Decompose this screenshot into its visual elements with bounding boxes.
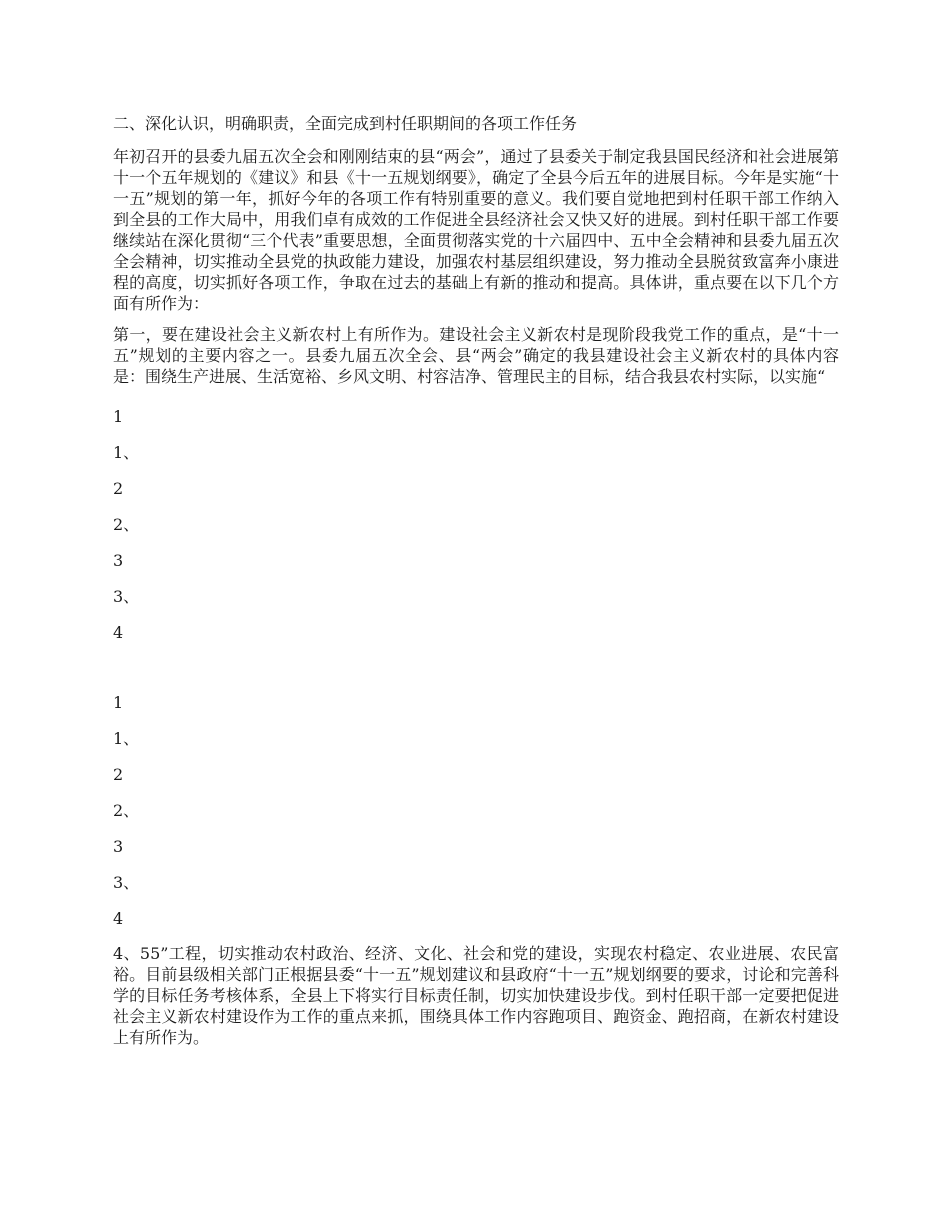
list-item: 3、 <box>113 587 140 606</box>
paragraph-intro: 年初召开的县委九届五次全会和刚刚结束的县“两会”，通过了县委关于制定我县国民经济和社会进展第十一个五年规划的《建议》和县《十一五规划纲要》，确定了全县今后五年的进展目标。今年是实施“十一五”规划的第一年，抓好今年的各项工作有特别重要的意义。我们要自觉地把到村任职干部工作纳入到全县的工作大局中，用我们卓有成效的工作促进全县经济社会又快又好的进展。到村任职干部工作要继续站在深化贯彻“三个代表”重要思想，全面贯彻落实党的十六届四中、五中全会精神和县委九届五次全会精神，切实推动全县党的执政能力建设，加强农村基层组织建设，努力推动全县脱贫致富奔小康进程的高度，切实抓好各项工作，争取在过去的基础上有新的推动和提高。具体讲，重点要在以下几个方面有所作为： <box>113 147 839 313</box>
number-list-a <box>113 405 839 645</box>
number-list-b <box>113 691 839 931</box>
spacer <box>113 657 839 691</box>
list-item: 2 <box>113 765 124 784</box>
section-heading: 二、深化认识，明确职责，全面完成到村任职期间的各项工作任务 <box>113 114 578 133</box>
list-item: 4 <box>113 909 124 928</box>
document-page <box>113 112 839 1058</box>
list-item: 1 <box>113 693 124 712</box>
list-item: 3 <box>113 837 124 856</box>
list-item: 1、 <box>113 443 140 462</box>
list-item: 2、 <box>113 801 140 820</box>
list-item: 1、 <box>113 729 140 748</box>
list-item: 4 <box>113 623 124 642</box>
list-item: 2、 <box>113 515 140 534</box>
list-item: 3 <box>113 551 124 570</box>
paragraph-project: 4、55”工程，切实推动农村政治、经济、文化、社会和党的建设，实现农村稳定、农业进展、农民富裕。目前县级相关部门正根据县委“十一五”规划建议和县政府“十一五”规划纲要的要求，讨论和完善科学的目标任务考核体系，全县上下将实行目标责任制，切实加快建设步伐。到村任职干部一定要把促进社会主义新农村建设作为工作的重点来抓，围绕具体工作内容跑项目、跑资金、跑招商，在新农村建设上有所作为。 <box>113 944 839 1047</box>
paragraph-first-point: 第一，要在建设社会主义新农村上有所作为。建设社会主义新农村是现阶段我党工作的重点，是“十一五”规划的主要内容之一。县委九届五次全会、县“两会”确定的我县建设社会主义新农村的具体内容是：围绕生产进展、生活宽裕、乡风文明、村容洁净、管理民主的目标，结合我县农村实际，以实施“ <box>113 325 839 386</box>
list-item: 3、 <box>113 873 140 892</box>
list-item: 1 <box>113 407 124 426</box>
list-item: 2 <box>113 479 124 498</box>
